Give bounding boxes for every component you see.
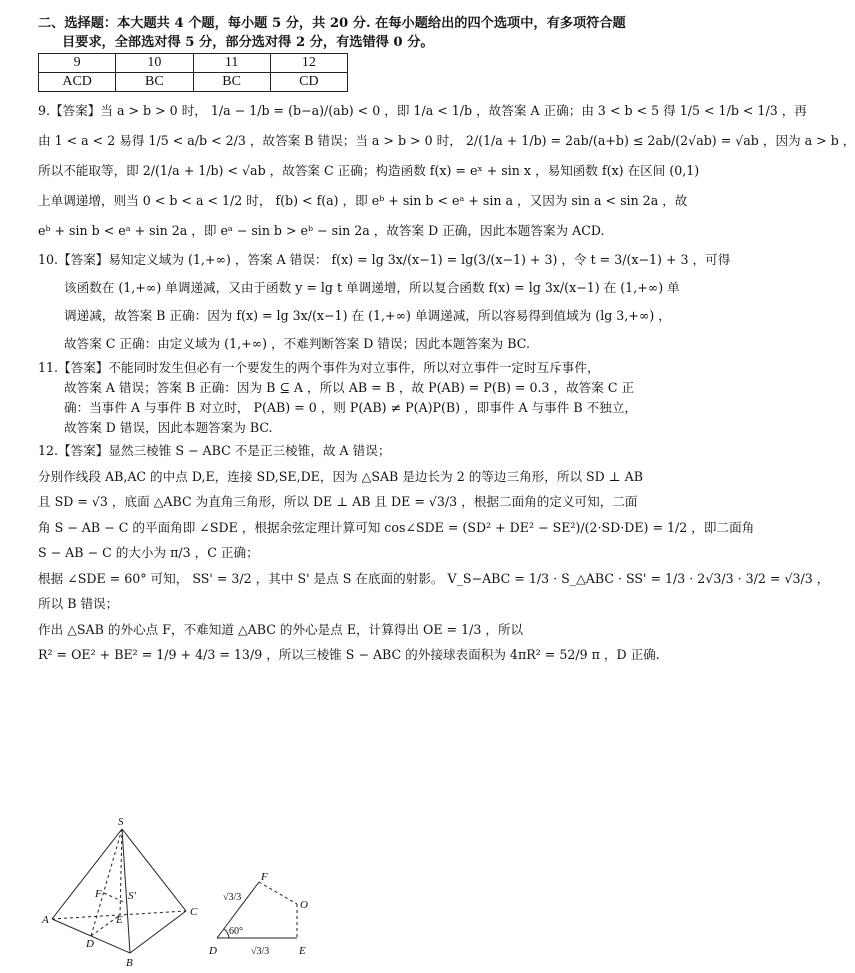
q12-line: 12.【答案】显然三棱锥 S − ABC 不是正三棱锥，故 A 错误； xyxy=(38,443,391,458)
q11-line: 11.【答案】不能同时发生但必有一个要发生的两个事件为对立事件，所以对立事件一定时互斥事件， xyxy=(38,360,600,375)
q12-line: 作出 △SAB 的外心点 F，不难知道 △ABC 的外心是点 E，计算得出 OE = 1/3 ，所以 xyxy=(38,621,524,637)
q12-line: 根据 ∠SDE = 60° 可知， SS' = 3/2 ，其中 S' 是点 S 在底面的射影。 V_S−ABC = 1/3 · S_△ABC · SS' = 1/3 · 2√3/3 · 3/2 = √3/3 ， xyxy=(38,570,830,586)
label-d2: D xyxy=(209,945,217,957)
q12-line: 且 SD = √3 ，底面 △ABC 为直角三角形，所以 DE ⊥ AB 且 DE = √3/3 ，根据二面角的定义可知，二面 xyxy=(38,494,638,509)
answer-9: ACD xyxy=(39,73,116,92)
q12-line: 角 S − AB − C 的平面角即 ∠SDE ，根据余弦定理计算可知 cos∠SDE = (SD² + DE² − SE²)/(2·SD·DE) = 1/2 ，即二面角 xyxy=(38,519,755,535)
label-f: F xyxy=(95,888,102,900)
answer-table xyxy=(38,53,348,92)
answer-table-answer-row xyxy=(39,73,348,92)
label-a: A xyxy=(42,914,49,926)
answer-12: CD xyxy=(270,73,347,92)
q10-line: 调递减，故答案 B 正确：因为 f(x) = lg 3x/(x−1) 在 (1,+∞) 单调递减，所以容易得到值域为 (lg 3,+∞) ， xyxy=(64,308,671,323)
answer-header-11: 11 xyxy=(193,54,270,73)
quad-figure xyxy=(205,868,335,968)
answer-table-header-row xyxy=(39,54,348,73)
q10-solution xyxy=(38,246,731,358)
q11-line: 故答案 A 错误；答案 B 正确：因为 B ⊆ A ，所以 AB = B ，故 P(AB) = P(B) = 0.3 ，故答案 C 正 xyxy=(64,380,635,395)
label-s: S xyxy=(118,816,124,828)
angle-label: 60° xyxy=(229,926,243,937)
section-title-line2: 目要求，全部选对得 5 分，部分选对得 2 分，有选错得 0 分。 xyxy=(62,35,434,50)
q12-line: 分别作线段 AB,AC 的中点 D,E，连接 SD,SE,DE，因为 △SAB 是边长为 2 的等边三角形，所以 SD ⊥ AB xyxy=(38,468,643,484)
pyramid-figure xyxy=(40,815,210,970)
label-s-prime: S' xyxy=(128,890,136,902)
q10-line: 10.【答案】易知定义域为 (1,+∞) ，答案 A 错误： f(x) = lg 3x/(x−1) = lg(3/(x−1) + 3) ，令 t = 3/(x−1) + 3 ，可得 xyxy=(38,252,731,267)
q11-line: 确：当事件 A 与事件 B 对立时， P(AB) = 0 ，则 P(AB) ≠ P(A)P(B) ，即事件 A 与事件 B 不独立， xyxy=(64,400,637,415)
q9-line: 由 1 < a < 2 易得 1/5 < a/b < 2/3 ，故答案 B 错误；当 a > b > 0 时， 2/(1/a + 1/b) = 2ab/(a+b) ≤ 2ab/(2√ab) = √ab ，因为 a > b ， xyxy=(38,133,855,148)
q12-solution xyxy=(38,438,830,668)
section-title xyxy=(38,14,666,52)
q9-line: 9.【答案】当 a > b > 0 时， 1/a − 1/b = (b−a)/(ab) < 0 ，即 1/a < 1/b ，故答案 A 正确；由 3 < b < 5 得 1/5 < 1/b < 1/3 ，再 xyxy=(38,103,807,118)
q9-line: 所以不能取等，即 2/(1/a + 1/b) < √ab ，故答案 C 正确；构造函数 f(x) = eˣ + sin x ，易知函数 f(x) 在区间 (0,1) xyxy=(38,163,700,178)
q11-line: 故答案 D 错误，因此本题答案为 BC. xyxy=(64,420,273,435)
label-b: B xyxy=(126,957,133,969)
label-o: O xyxy=(300,899,308,911)
answer-header-12: 12 xyxy=(270,54,347,73)
q9-line: 上单调递增，则当 0 < b < a < 1/2 时， f(b) < f(a) ，即 eᵇ + sin b < eᵃ + sin a ，又因为 sin a < sin 2a ，故 xyxy=(38,193,688,208)
answer-11: BC xyxy=(193,73,270,92)
q11-solution xyxy=(38,358,666,438)
answer-header-10: 10 xyxy=(116,54,193,73)
answer-header-9: 9 xyxy=(39,54,116,73)
answer-10: BC xyxy=(116,73,193,92)
q10-line: 该函数在 (1,+∞) 单调递减，又由于函数 y = lg t 单调递增，所以复合函数 f(x) = lg 3x/(x−1) 在 (1,+∞) 单 xyxy=(64,280,680,295)
label-d: D xyxy=(86,938,94,950)
length-df: √3/3 xyxy=(223,892,242,903)
q12-line: 所以 B 错误； xyxy=(38,596,119,611)
label-e2: E xyxy=(299,945,306,957)
label-f2: F xyxy=(261,871,268,883)
section-title-line1: 二、选择题：本大题共 4 个题，每小题 5 分，共 20 分. 在每小题给出的四个选项中，有多项符合题 xyxy=(38,16,626,31)
q12-line: R² = OE² + BE² = 1/9 + 4/3 = 13/9 ，所以三棱锥 S − ABC 的外接球表面积为 4πR² = 52/9 π ，D 正确. xyxy=(38,647,660,662)
length-de: √3/3 xyxy=(251,946,270,957)
q9-solution xyxy=(38,96,855,246)
q10-line: 故答案 C 正确：由定义域为 (1,+∞) ，不难判断答案 D 错误；因此本题答案为 BC. xyxy=(64,336,530,351)
label-e: E xyxy=(116,914,123,926)
q12-line: S − AB − C 的大小为 π/3 ，C 正确； xyxy=(38,545,259,560)
q9-line: eᵇ + sin b < eᵃ + sin 2a ，即 eᵃ − sin b > eᵇ − sin 2a ，故答案 D 正确，因此本题答案为 ACD. xyxy=(38,223,605,238)
label-c: C xyxy=(190,906,198,918)
